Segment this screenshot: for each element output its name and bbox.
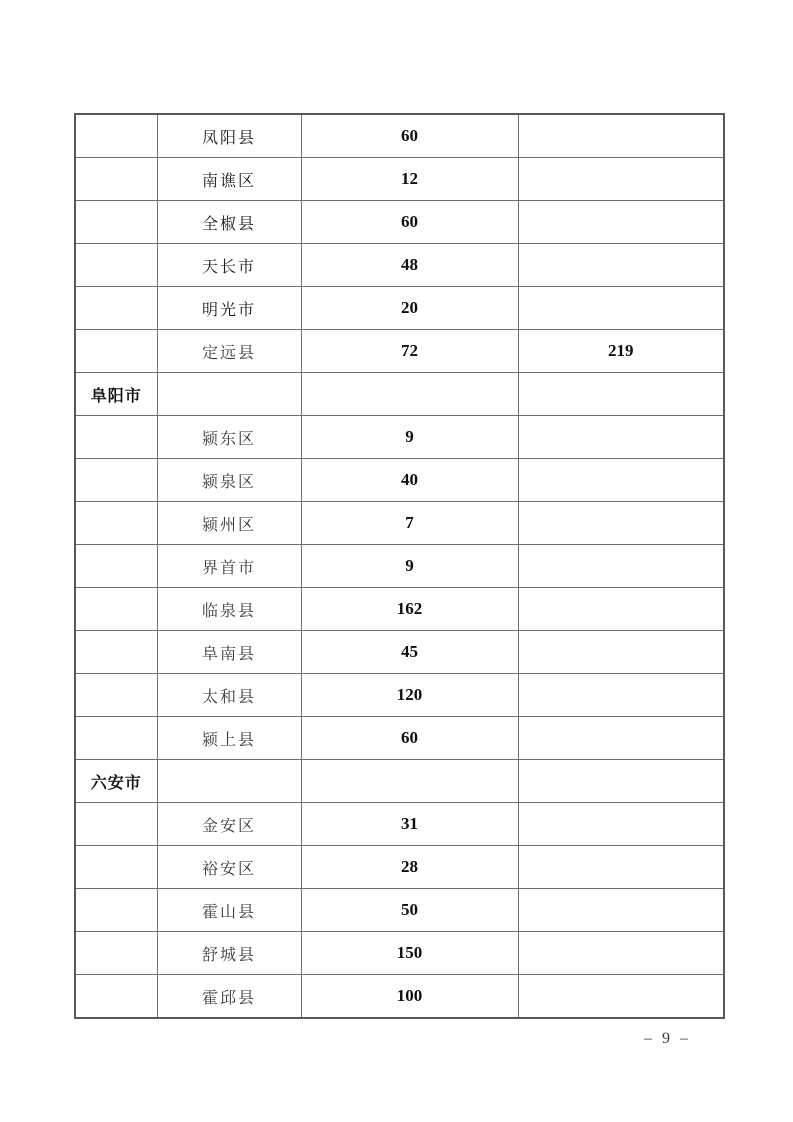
table-cell-total: [518, 975, 724, 1019]
table-cell-county: 霍山县: [157, 889, 301, 932]
table-row: [75, 502, 724, 545]
table-cell-county: 定远县: [157, 330, 301, 373]
table-row: [75, 588, 724, 631]
table-cell-value: 9: [301, 545, 518, 588]
table-cell-value: 40: [301, 459, 518, 502]
table-row: [75, 545, 724, 588]
allocation-table-body: [75, 114, 724, 1018]
table-row: [75, 287, 724, 330]
table-cell-county: 南谯区: [157, 158, 301, 201]
table-cell-total: [518, 201, 724, 244]
table-cell-total: [518, 287, 724, 330]
table-cell-city: [75, 674, 157, 717]
table-cell-city: [75, 330, 157, 373]
table-cell-city: [75, 416, 157, 459]
table-cell-city: [75, 717, 157, 760]
table-cell-city: [75, 803, 157, 846]
table-row: [75, 803, 724, 846]
table-cell-county: 太和县: [157, 674, 301, 717]
table-row: [75, 244, 724, 287]
table-cell-city: [75, 502, 157, 545]
table-cell-value: 162: [301, 588, 518, 631]
table-cell-city: [75, 244, 157, 287]
table-cell-total: [518, 889, 724, 932]
table-cell-total: [518, 588, 724, 631]
table-cell-value: 48: [301, 244, 518, 287]
table-cell-county: 凤阳县: [157, 114, 301, 158]
table-cell-city: [75, 114, 157, 158]
table-cell-city: [75, 932, 157, 975]
table-cell-total: [518, 674, 724, 717]
table-cell-total: [518, 502, 724, 545]
table-cell-city: [75, 545, 157, 588]
table-row: [75, 717, 724, 760]
table-cell-county: 明光市: [157, 287, 301, 330]
table-row: [75, 201, 724, 244]
table-cell-county: 阜南县: [157, 631, 301, 674]
table-cell-city: [75, 889, 157, 932]
table-cell-city: [75, 459, 157, 502]
table-cell-city: [75, 588, 157, 631]
table-cell-city: [75, 201, 157, 244]
table-cell-value: 120: [301, 674, 518, 717]
table-cell-city: [75, 631, 157, 674]
table-row: [75, 889, 724, 932]
table-cell-total: 219: [518, 330, 724, 373]
table-cell-county: 全椒县: [157, 201, 301, 244]
table-cell-value: 72: [301, 330, 518, 373]
table-row: [75, 674, 724, 717]
table-cell-county: 金安区: [157, 803, 301, 846]
table-row: [75, 760, 724, 803]
table-cell-value: 20: [301, 287, 518, 330]
table-cell-county: 天长市: [157, 244, 301, 287]
table-cell-total: [518, 760, 724, 803]
table-cell-city: 六安市: [75, 760, 157, 803]
table-cell-total: [518, 803, 724, 846]
table-cell-total: [518, 244, 724, 287]
table-cell-value: 12: [301, 158, 518, 201]
table-row: [75, 975, 724, 1019]
table-cell-value: 9: [301, 416, 518, 459]
table-cell-city: [75, 287, 157, 330]
table-cell-total: [518, 373, 724, 416]
table-cell-total: [518, 545, 724, 588]
table-cell-city: [75, 846, 157, 889]
table-row: [75, 459, 724, 502]
table-row: [75, 114, 724, 158]
table-row: [75, 158, 724, 201]
table-row: [75, 932, 724, 975]
table-cell-total: [518, 846, 724, 889]
table-cell-city: 阜阳市: [75, 373, 157, 416]
table-cell-value: 60: [301, 201, 518, 244]
table-cell-county: [157, 373, 301, 416]
table-cell-county: [157, 760, 301, 803]
table-cell-county: 颍东区: [157, 416, 301, 459]
table-cell-city: [75, 975, 157, 1019]
table-cell-county: 颍泉区: [157, 459, 301, 502]
page-number: – 9 –: [644, 1030, 691, 1047]
table-cell-value: 45: [301, 631, 518, 674]
table-cell-total: [518, 932, 724, 975]
table-row: [75, 631, 724, 674]
table-cell-total: [518, 717, 724, 760]
table-cell-county: 裕安区: [157, 846, 301, 889]
table-cell-value: 100: [301, 975, 518, 1019]
table-cell-total: [518, 114, 724, 158]
table-cell-value: 28: [301, 846, 518, 889]
table-cell-county: 界首市: [157, 545, 301, 588]
table-cell-value: 7: [301, 502, 518, 545]
table-cell-county: 颍州区: [157, 502, 301, 545]
table-cell-county: 霍邱县: [157, 975, 301, 1019]
table-row: [75, 846, 724, 889]
table-row: [75, 373, 724, 416]
table-cell-county: 颍上县: [157, 717, 301, 760]
table-cell-county: 舒城县: [157, 932, 301, 975]
table-cell-county: 临泉县: [157, 588, 301, 631]
table-row: [75, 416, 724, 459]
table-cell-value: 60: [301, 717, 518, 760]
table-cell-total: [518, 158, 724, 201]
table-cell-total: [518, 416, 724, 459]
table-cell-total: [518, 459, 724, 502]
table-cell-value: 150: [301, 932, 518, 975]
allocation-table: [74, 113, 725, 1019]
table-cell-value: 31: [301, 803, 518, 846]
table-row: [75, 330, 724, 373]
table-cell-value: [301, 373, 518, 416]
table-cell-value: 60: [301, 114, 518, 158]
table-cell-value: [301, 760, 518, 803]
table-cell-city: [75, 158, 157, 201]
table-cell-total: [518, 631, 724, 674]
table-cell-value: 50: [301, 889, 518, 932]
